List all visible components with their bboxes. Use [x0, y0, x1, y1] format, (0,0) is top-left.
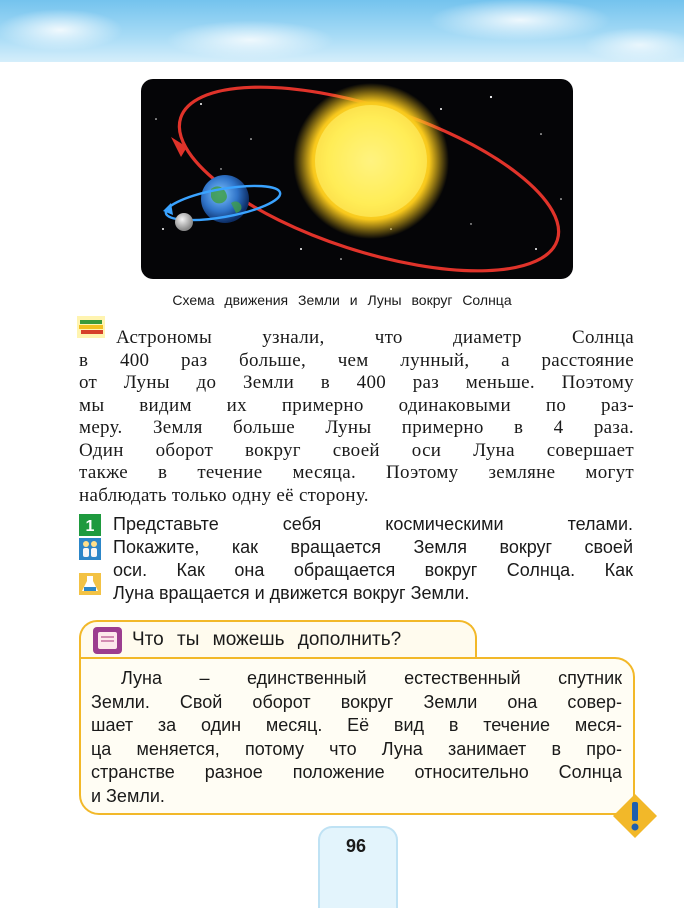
answer-line: ца меняется, потому что Луна занимает в про-: [91, 738, 622, 759]
task-number-icon: [79, 514, 101, 536]
task-line: Луна вращается и движется вокруг Земли.: [113, 583, 470, 603]
tasks-block: [113, 513, 633, 605]
answer-text: [91, 667, 622, 808]
task-line: Представьте себя космическими телами.: [113, 514, 633, 534]
moon: [175, 213, 193, 231]
answer-line: и Земли.: [91, 785, 165, 806]
notebook-icon: [93, 627, 122, 654]
main-line: в 400 раз больше, чем лунный, а расстояние: [79, 349, 634, 371]
task-line: Покажите, как вращается Земля вокруг своей: [113, 537, 633, 557]
main-line: Один оборот вокруг своей оси Луна совершает: [79, 439, 634, 461]
main-line: Астрономы узнали, что диаметр Солнца: [116, 327, 634, 348]
sun-earth-moon-illustration: [141, 79, 573, 279]
page-number: 96: [345, 836, 367, 856]
answer-line: странстве разное положение относительно Солнца: [91, 762, 622, 782]
task-number: 1: [85, 518, 95, 535]
answer-line: Земли. Свой оборот вокруг Земли она совер-: [91, 691, 622, 712]
main-paragraph: [79, 327, 634, 507]
main-line: от Луны до Земли в 400 раз меньше. Поэтому: [79, 372, 634, 393]
main-line: также в течение месяца. Поэтому земляне могут: [79, 462, 634, 483]
figure-caption: Схема движения Земли и Луны вокруг Солнца: [172, 292, 512, 308]
sky-header-band: [0, 0, 684, 62]
answer-line: Луна – единственный естественный спутник: [121, 668, 622, 688]
answer-line: шает за один месяц. Её вид в течение меся-: [91, 715, 622, 735]
experiment-icon: [79, 573, 101, 595]
main-line: мы видим их примерно одинаковыми по раз-: [79, 394, 634, 416]
main-line: меру. Земля больше Луны примерно в 4 раза.: [79, 417, 634, 438]
main-line: наблюдать только одну её сторону.: [79, 484, 369, 506]
exclamation-icon: [612, 793, 658, 839]
orbit-arrow-icon: [171, 137, 187, 157]
people-activity-icon: [79, 538, 101, 560]
task-line: оси. Как она обращается вокруг Солнца. Как: [113, 560, 633, 580]
question-title: Что ты можешь дополнить?: [132, 629, 402, 650]
